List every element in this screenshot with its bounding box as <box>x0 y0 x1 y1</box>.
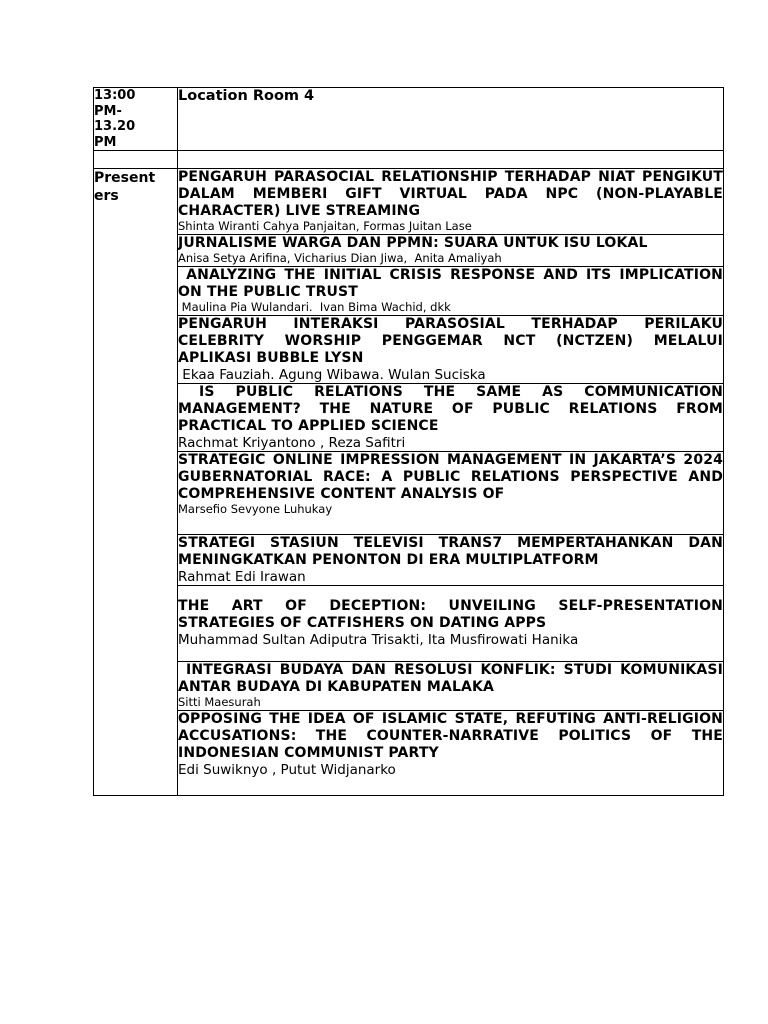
paper-entry <box>178 169 729 235</box>
spacer-row <box>94 151 724 169</box>
paper-title: STRATEGI STASIUN TELEVISI TRANS7 MEMPERTAHANKAN DAN MENINGKATKAN PENONTON DI ERA MULTIPLATFORM <box>178 535 729 568</box>
paper-entry <box>178 662 729 711</box>
paper-row <box>94 711 724 796</box>
paper-entry <box>178 235 724 267</box>
presenters-label <box>94 169 178 796</box>
paper-row <box>94 235 724 267</box>
paper-title: JURNALISME WARGA DAN PPMN: SUARA UNTUK ISU LOKAL <box>178 235 648 251</box>
paper-authors: Maulina Pia Wulandari. Ivan Bima Wachid, dkk <box>178 300 451 314</box>
paper-row <box>94 384 724 452</box>
paper-entry <box>178 452 729 535</box>
paper-authors: Sitti Maesurah <box>178 695 261 709</box>
spacer-cell <box>94 151 178 169</box>
paper-entry <box>178 586 729 662</box>
session-time-line: PM- <box>94 103 122 119</box>
paper-authors: Ekaa Fauziah. Agung Wibawa. Wulan Suciska <box>178 367 486 383</box>
session-time-line: PM <box>94 134 117 150</box>
paper-entry <box>178 384 729 452</box>
paper-authors: Rahmat Edi Irawan <box>178 569 306 585</box>
paper-row <box>94 452 724 535</box>
spacer-cell <box>178 151 724 169</box>
paper-authors: Edi Suwiknyo , Putut Widjanarko <box>178 762 396 778</box>
paper-row <box>94 316 724 384</box>
paper-row <box>94 169 724 235</box>
paper-title: STRATEGIC ONLINE IMPRESSION MANAGEMENT IN JAKARTA’S 2024 GUBERNATORIAL RACE: A PUBLIC RELATIONS PERSPECTIVE AND COMPREHENSIVE CONTENT ANALYSIS OF <box>178 452 729 502</box>
session-time-line: 13.20 <box>94 119 136 134</box>
session-time <box>94 88 178 151</box>
paper-authors: Anisa Setya Arifina, Vicharius Dian Jiwa, Anita Amaliyah <box>178 251 502 265</box>
paper-authors: Muhammad Sultan Adiputra Trisakti, Ita Musfirowati Hanika <box>178 632 579 648</box>
paper-title: IS PUBLIC RELATIONS THE SAME AS COMMUNICATION MANAGEMENT? THE NATURE OF PUBLIC RELATIONS FROM PRACTICAL TO APPLIED SCIENCE <box>178 384 729 434</box>
session-location: Location Room 4 <box>178 88 724 151</box>
paper-title: PENGARUH INTERAKSI PARASOSIAL TERHADAP PERILAKU CELEBRITY WORSHIP PENGGEMAR NCT (NCTZEN) MELALUI APLIKASI BUBBLE LYSN <box>178 316 729 366</box>
paper-title: THE ART OF DECEPTION: UNVEILING SELF-PRESENTATION STRATEGIES OF CATFISHERS ON DATING APPS <box>178 598 729 631</box>
paper-entry <box>178 535 729 586</box>
presenters-label-line: Present <box>94 170 156 186</box>
paper-authors: Rachmat Kriyantono , Reza Safitri <box>178 435 406 451</box>
paper-title: PENGARUH PARASOCIAL RELATIONSHIP TERHADAP NIAT PENGIKUT DALAM MEMBERI GIFT VIRTUAL PADA NPC (NON-PLAYABLE CHARACTER) LIVE STREAMING <box>178 169 729 219</box>
paper-title: OPPOSING THE IDEA OF ISLAMIC STATE, REFUTING ANTI-RELIGION ACCUSATIONS: THE COUNTER-NARRATIVE POLITICS OF THE INDONESIAN COMMUNIST PARTY <box>178 711 729 761</box>
paper-authors: Marsefio Sevyone Luhukay <box>178 502 333 516</box>
session-header-row <box>94 88 724 151</box>
presenters-label-line: ers <box>94 188 119 204</box>
paper-row <box>94 662 724 711</box>
session-schedule-table <box>93 87 729 796</box>
paper-title: ANALYZING THE INITIAL CRISIS RESPONSE AND ITS IMPLICATION ON THE PUBLIC TRUST <box>178 267 729 300</box>
paper-row <box>94 586 724 662</box>
paper-row <box>94 535 724 586</box>
paper-title: INTEGRASI BUDAYA DAN RESOLUSI KONFLIK: STUDI KOMUNIKASI ANTAR BUDAYA DI KABUPATEN MALAKA <box>178 662 729 695</box>
paper-entry <box>178 267 729 316</box>
paper-row <box>94 267 724 316</box>
session-time-line: 13:00 <box>94 88 136 103</box>
paper-entry <box>178 316 729 384</box>
paper-entry <box>178 711 729 796</box>
paper-authors: Shinta Wiranti Cahya Panjaitan, Formas Juitan Lase <box>178 219 472 233</box>
